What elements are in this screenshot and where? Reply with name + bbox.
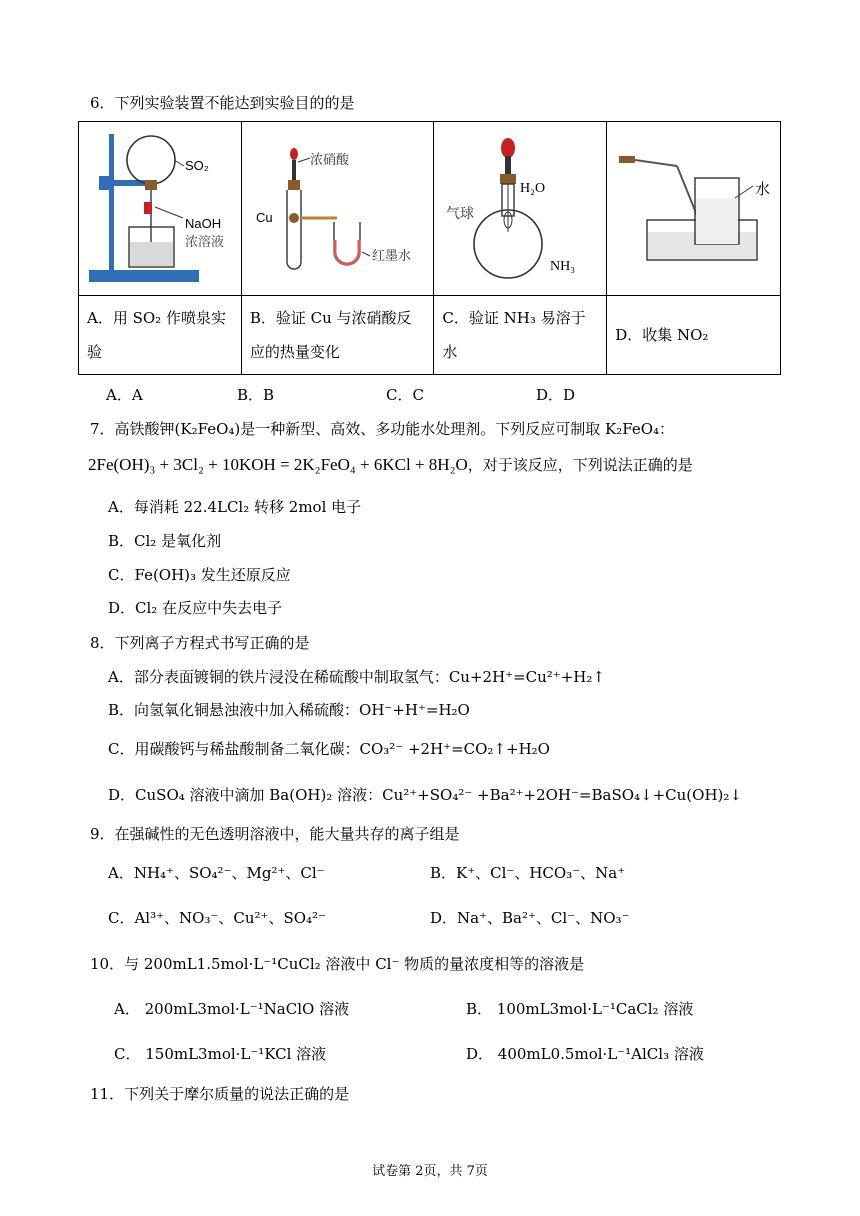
q8-option-a: A．部分表面镀铜的铁片浸没在稀硫酸中制取氢气：Cu+2H⁺=Cu²⁺+H₂↑ bbox=[108, 668, 605, 686]
q7-option-a: A．每消耗 22.4LCl₂ 转移 2mol 电子 bbox=[108, 498, 362, 516]
q8-option-c: C．用碳酸钙与稀盐酸制备二氧化碳：CO₃²⁻ +2H⁺=CO₂↑+H₂O bbox=[108, 740, 550, 758]
caption-d: D．收集 NO₂ bbox=[607, 296, 781, 375]
q8-option-d: D．CuSO₄ 溶液中滴加 Ba(OH)₂ 溶液：Cu²⁺+SO₄²⁻ +Ba²⁺+2OH⁻=BaSO₄↓+Cu(OH)₂↓ bbox=[108, 786, 742, 804]
q8-option-b: B．向氢氧化铜悬浊液中加入稀硫酸：OH⁻+H⁺=H₂O bbox=[108, 701, 470, 719]
fountain-apparatus-figure bbox=[79, 122, 242, 295]
q10-title: 10．与 200mL1.5mol·L⁻¹CuCl₂ 溶液中 Cl⁻ 物质的量浓度相等的溶液是 bbox=[90, 955, 585, 973]
q7-title: 7．高铁酸钾(K₂FeO₄)是一种新型、高效、多功能水处理剂。下列反应可制取 K₂FeO₄： bbox=[90, 420, 675, 438]
q9-option-d: D．Na⁺、Ba²⁺、Cl⁻、NO₃⁻ bbox=[430, 909, 630, 927]
apparatus-a bbox=[79, 122, 242, 296]
q10-option-a: A． 200mL3mol·L⁻¹NaClO 溶液 bbox=[114, 1000, 350, 1018]
apparatus-d bbox=[607, 122, 781, 296]
apparatus-table bbox=[78, 121, 781, 375]
gas-collection-figure bbox=[607, 122, 781, 295]
label-red-ink: 红墨水 bbox=[371, 249, 411, 264]
label-cu: Cu bbox=[255, 210, 273, 225]
q9-option-c: C．Al³⁺、NO₃⁻、Cu²⁺、SO₄²⁻ bbox=[108, 909, 326, 927]
ammonia-flask-figure bbox=[434, 122, 607, 295]
heat-test-figure bbox=[242, 122, 435, 295]
apparatus-b bbox=[241, 122, 434, 296]
q6-choice-b: B．B bbox=[237, 386, 275, 404]
page-footer: 试卷第 2页，共 7页 bbox=[372, 1164, 488, 1179]
q10-option-c: C． 150mL3mol·L⁻¹KCl 溶液 bbox=[114, 1045, 327, 1063]
q11-title: 11．下列关于摩尔质量的说法正确的是 bbox=[90, 1085, 350, 1103]
q7-option-c: C．Fe(OH)₃ 发生还原反应 bbox=[108, 566, 291, 584]
q6-choice-a: A．A bbox=[106, 386, 143, 404]
caption-a: A．用 SO₂ 作喷泉实验 bbox=[79, 296, 242, 375]
q10-option-b: B． 100mL3mol·L⁻¹CaCl₂ 溶液 bbox=[466, 1000, 694, 1018]
label-water: 水 bbox=[755, 180, 771, 198]
apparatus-c bbox=[434, 122, 607, 296]
q7-equation-tail: ，对于该反应，下列说法正确的是 bbox=[467, 456, 693, 474]
caption-c: C．验证 NH₃ 易溶于水 bbox=[434, 296, 607, 375]
q9-title: 9．在强碱性的无色透明溶液中，能大量共存的离子组是 bbox=[90, 825, 460, 843]
q7-equation-line bbox=[88, 454, 693, 475]
q10-option-d: D． 400mL0.5mol·L⁻¹AlCl₃ 溶液 bbox=[466, 1045, 704, 1063]
label-conc-nitric: 浓硝酸 bbox=[309, 153, 349, 168]
q9-option-a: A．NH₄⁺、SO₄²⁻、Mg²⁺、Cl⁻ bbox=[108, 864, 325, 882]
q6-title: 6．下列实验装置不能达到实验目的的是 bbox=[90, 94, 355, 112]
q7-option-d: D．Cl₂ 在反应中失去电子 bbox=[108, 599, 283, 617]
q6-choice-d: D．D bbox=[536, 386, 576, 404]
label-balloon: 气球 bbox=[446, 206, 475, 222]
q8-title: 8．下列离子方程式书写正确的是 bbox=[90, 634, 310, 652]
q7-option-b: B．Cl₂ 是氧化剂 bbox=[108, 532, 222, 550]
label-so2: SO₂ bbox=[185, 158, 209, 173]
label-h2o: H₂O bbox=[520, 181, 546, 196]
label-naoh: NaOH bbox=[185, 216, 222, 231]
q9-option-b: B．K⁺、Cl⁻、HCO₃⁻、Na⁺ bbox=[430, 864, 626, 882]
label-nh3: NH₃ bbox=[550, 259, 576, 274]
caption-b: B．验证 Cu 与浓硝酸反应的热量变化 bbox=[241, 296, 434, 375]
q6-choice-c: C．C bbox=[386, 386, 424, 404]
label-conc-solution: 浓溶液 bbox=[185, 235, 225, 250]
q7-equation: 2Fe(OH)₃ + 3Cl₂ + 10KOH = 2K₂FeO₄ + 6KCl + 8H₂O bbox=[88, 455, 468, 474]
